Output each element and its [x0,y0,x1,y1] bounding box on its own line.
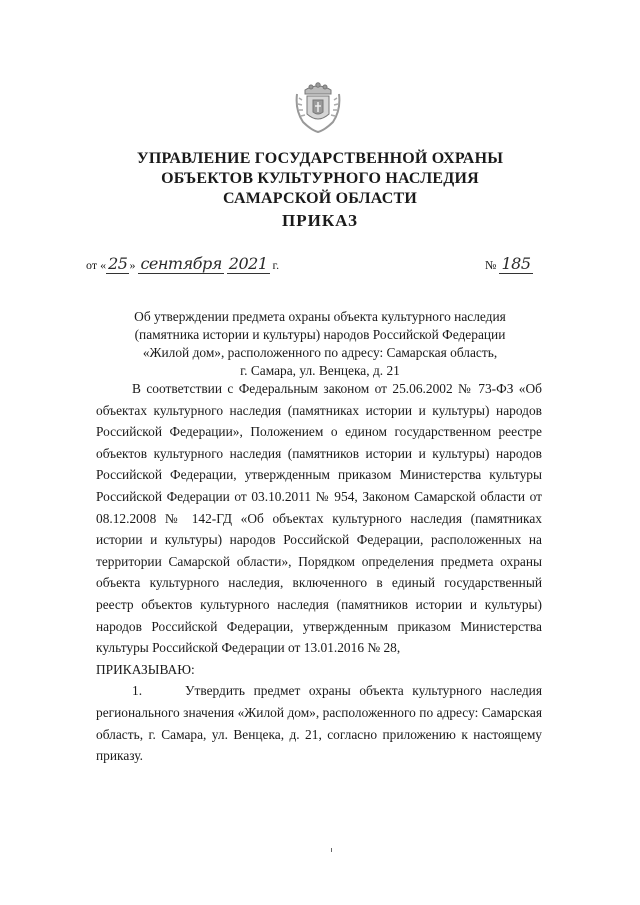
date-year: 2021 [228,254,268,273]
order-body [96,378,546,767]
subject-line-2: (памятника истории и культуры) народов Российской Федерации [134,327,506,342]
date-quote: » [129,258,136,272]
date-day: 25 [108,254,128,273]
document-title: ПРИКАЗ [282,211,358,230]
subject-line-1: Об утверждении предмета охраны объекта культурного наследия [134,309,506,324]
date-prefix: от « [86,258,107,272]
number-prefix: № [485,258,497,272]
agency-name-line-3: САМАРСКОЙ ОБЛАСТИ [223,190,417,207]
date-month: сентября [140,254,222,273]
subject-line-4: г. Самара, ул. Венцека, д. 21 [240,363,400,378]
order-number [485,254,533,273]
date-suffix: г. [272,258,280,272]
preamble-paragraph: В соответствии с Федеральным законом от 25.06.2002 № 73-ФЗ «Об объектах культурного наследия (памятниках истории и культуры) народов Российской Федерации», Положением о едином государственном реестре объектов культурного наследия (памятников истории и культуры) народов Российской Федерации, утвержденным приказом Министерства культуры Российской Федерации от 03.10.2011 № 954, Законом Самарской области от 08.12.2008 № 142-ГД «Об объектах культурного наследия (памятниках истории и культуры) народов Российской Федерации, расположенных на территории Самарской области», Порядком определения предмета охраны объекта культурного наследия, включенного в единый государственный реестр объектов культурного наследия (памятников истории и культуры) народов Российской Федерации, утвержденным приказом Министерства культуры Российской Федерации от 13.01.2016 № 28, [96,381,542,656]
number-value: 185 [501,254,531,273]
order-word: ПРИКАЗЫВАЮ: [96,661,195,677]
subject-line-3: «Жилой дом», расположенного по адресу: Самарская область, [142,345,498,360]
agency-name-line-2: ОБЪЕКТОВ КУЛЬТУРНОГО НАСЛЕДИЯ [161,170,479,187]
order-subject [90,308,550,380]
item-1-paragraph: 1. Утвердить предмет охраны объекта культурного наследия регионального значения «Жилой дом», расположенного по адресу: Самарская область, г. Самара, ул. Венцека, д. 21, согласно приложению к настоящему приказу. [96,683,546,764]
agency-name-line-1: УПРАВЛЕНИЕ ГОСУДАРСТВЕННОЙ ОХРАНЫ [136,150,504,167]
order-date [86,254,279,273]
coat-of-arms-icon [293,80,343,134]
scan-mark [331,848,332,852]
